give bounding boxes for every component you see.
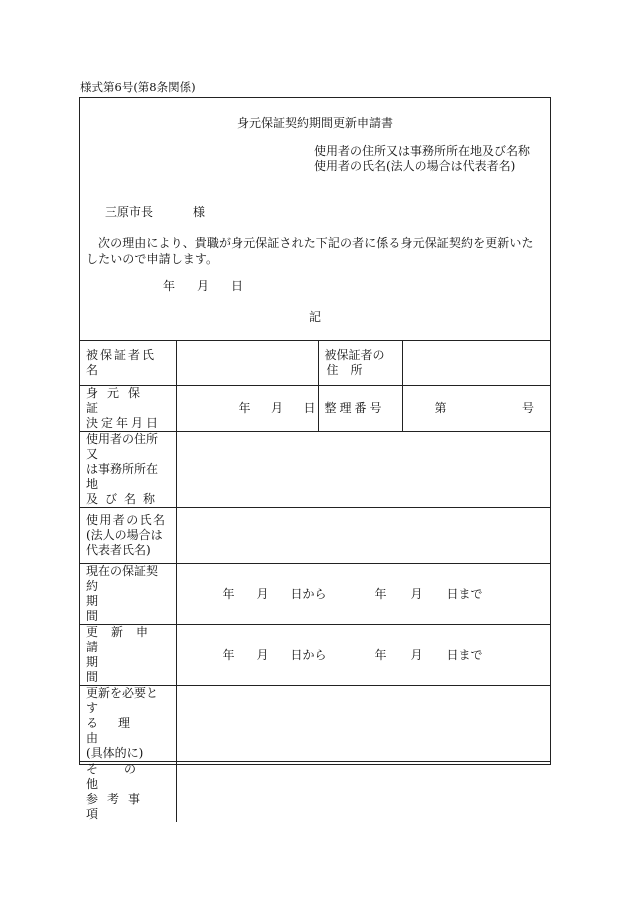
- date-day: 日: [231, 279, 244, 293]
- application-date: [163, 279, 265, 293]
- reference-number-label: 整理番号: [318, 386, 402, 432]
- details-table: [80, 340, 550, 822]
- applicant-name-label: 使用者の氏名(法人の場合は代表者名): [313, 159, 516, 173]
- table-row: [80, 432, 550, 508]
- table-row: [80, 508, 550, 564]
- guarantee-person-address-field[interactable]: [402, 341, 550, 386]
- table-row: [80, 341, 550, 386]
- honorific: 様: [193, 205, 206, 219]
- other-notes-label: その他 参考事項: [80, 762, 176, 823]
- employer-address-field[interactable]: [176, 432, 550, 508]
- reason-label: 更新を必要とす る理由 (具体的に): [80, 686, 176, 762]
- document-title: 身元保証契約期間更新申請書: [236, 116, 393, 130]
- applicant-address-label: 使用者の住所又は事務所所在地及び名称: [313, 144, 530, 158]
- form-header-section: [80, 98, 550, 340]
- form-code: 様式第6号(第8条関係): [80, 80, 196, 94]
- renewal-period-label: 更新申請 期間: [80, 625, 176, 686]
- current-period-field[interactable]: 年 月 日から 年 月 日まで: [176, 564, 550, 625]
- other-notes-field[interactable]: [176, 762, 550, 823]
- decision-date-label: 身元保証 決定年月日: [80, 386, 176, 432]
- table-row: [80, 686, 550, 762]
- applicant-block: [314, 144, 530, 174]
- table-row: [80, 625, 550, 686]
- addressee: [105, 205, 205, 219]
- guarantee-person-address-label: 被保証者の 住 所: [318, 341, 402, 386]
- employer-address-label: 使用者の住所又 は事務所所在地 及び名称: [80, 432, 176, 508]
- reason-field[interactable]: [176, 686, 550, 762]
- date-year: 年: [163, 279, 176, 293]
- guarantee-person-name-label: 被保証者氏名: [80, 341, 176, 386]
- table-row: [80, 386, 550, 432]
- current-period-label: 現在の保証契約 期間: [80, 564, 176, 625]
- table-row: [80, 564, 550, 625]
- ki-heading: 記: [308, 310, 321, 324]
- renewal-period-field[interactable]: 年 月 日から 年 月 日まで: [176, 625, 550, 686]
- decision-date-field[interactable]: 年 月 日: [176, 386, 318, 432]
- application-body-text: 次の理由により、貴職が身元保証された下記の者に係る身元保証契約を更新いたしたいので申請します。: [86, 236, 534, 266]
- table-row: [80, 762, 550, 823]
- addressee-name: 三原市長: [105, 205, 154, 219]
- application-form: [79, 97, 551, 821]
- guarantee-person-name-field[interactable]: [176, 341, 318, 386]
- date-month: 月: [197, 279, 210, 293]
- employer-name-label: 使用者の氏名 (法人の場合は 代表者氏名): [80, 508, 176, 564]
- employer-name-field[interactable]: [176, 508, 550, 564]
- reference-number-field[interactable]: 第 号: [402, 386, 550, 432]
